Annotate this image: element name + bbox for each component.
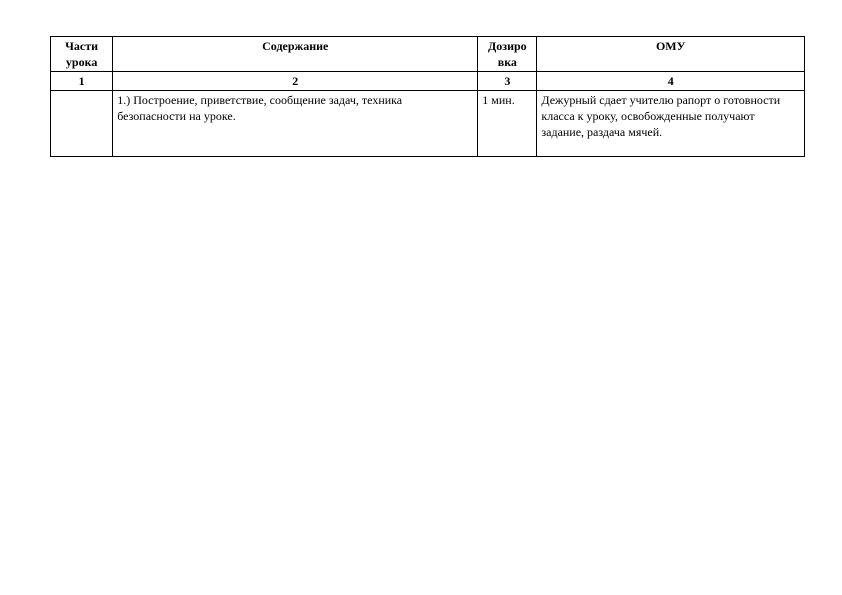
cell-dosage: 1 мин. — [478, 91, 537, 157]
cell-omu: Дежурный сдает учителю рапорт о готовности класса к уроку, освобожденные получают задание, раздача мячей. — [537, 91, 805, 157]
header-dosage: Дозиро вка — [478, 37, 537, 72]
column-number-2: 2 — [113, 72, 478, 91]
column-number-1: 1 — [51, 72, 113, 91]
lesson-plan-table — [50, 36, 805, 157]
table-header-row — [51, 37, 805, 72]
column-number-row — [51, 72, 805, 91]
header-content: Содержание — [113, 37, 478, 72]
column-number-3: 3 — [478, 72, 537, 91]
header-omu: ОМУ — [537, 37, 805, 72]
cell-lesson-part — [51, 91, 113, 157]
cell-content: 1.) Построение, приветствие, сообщение задач, техника безопасности на уроке. — [113, 91, 478, 157]
table-row — [51, 91, 805, 157]
header-lesson-parts: Части урока — [51, 37, 113, 72]
column-number-4: 4 — [537, 72, 805, 91]
